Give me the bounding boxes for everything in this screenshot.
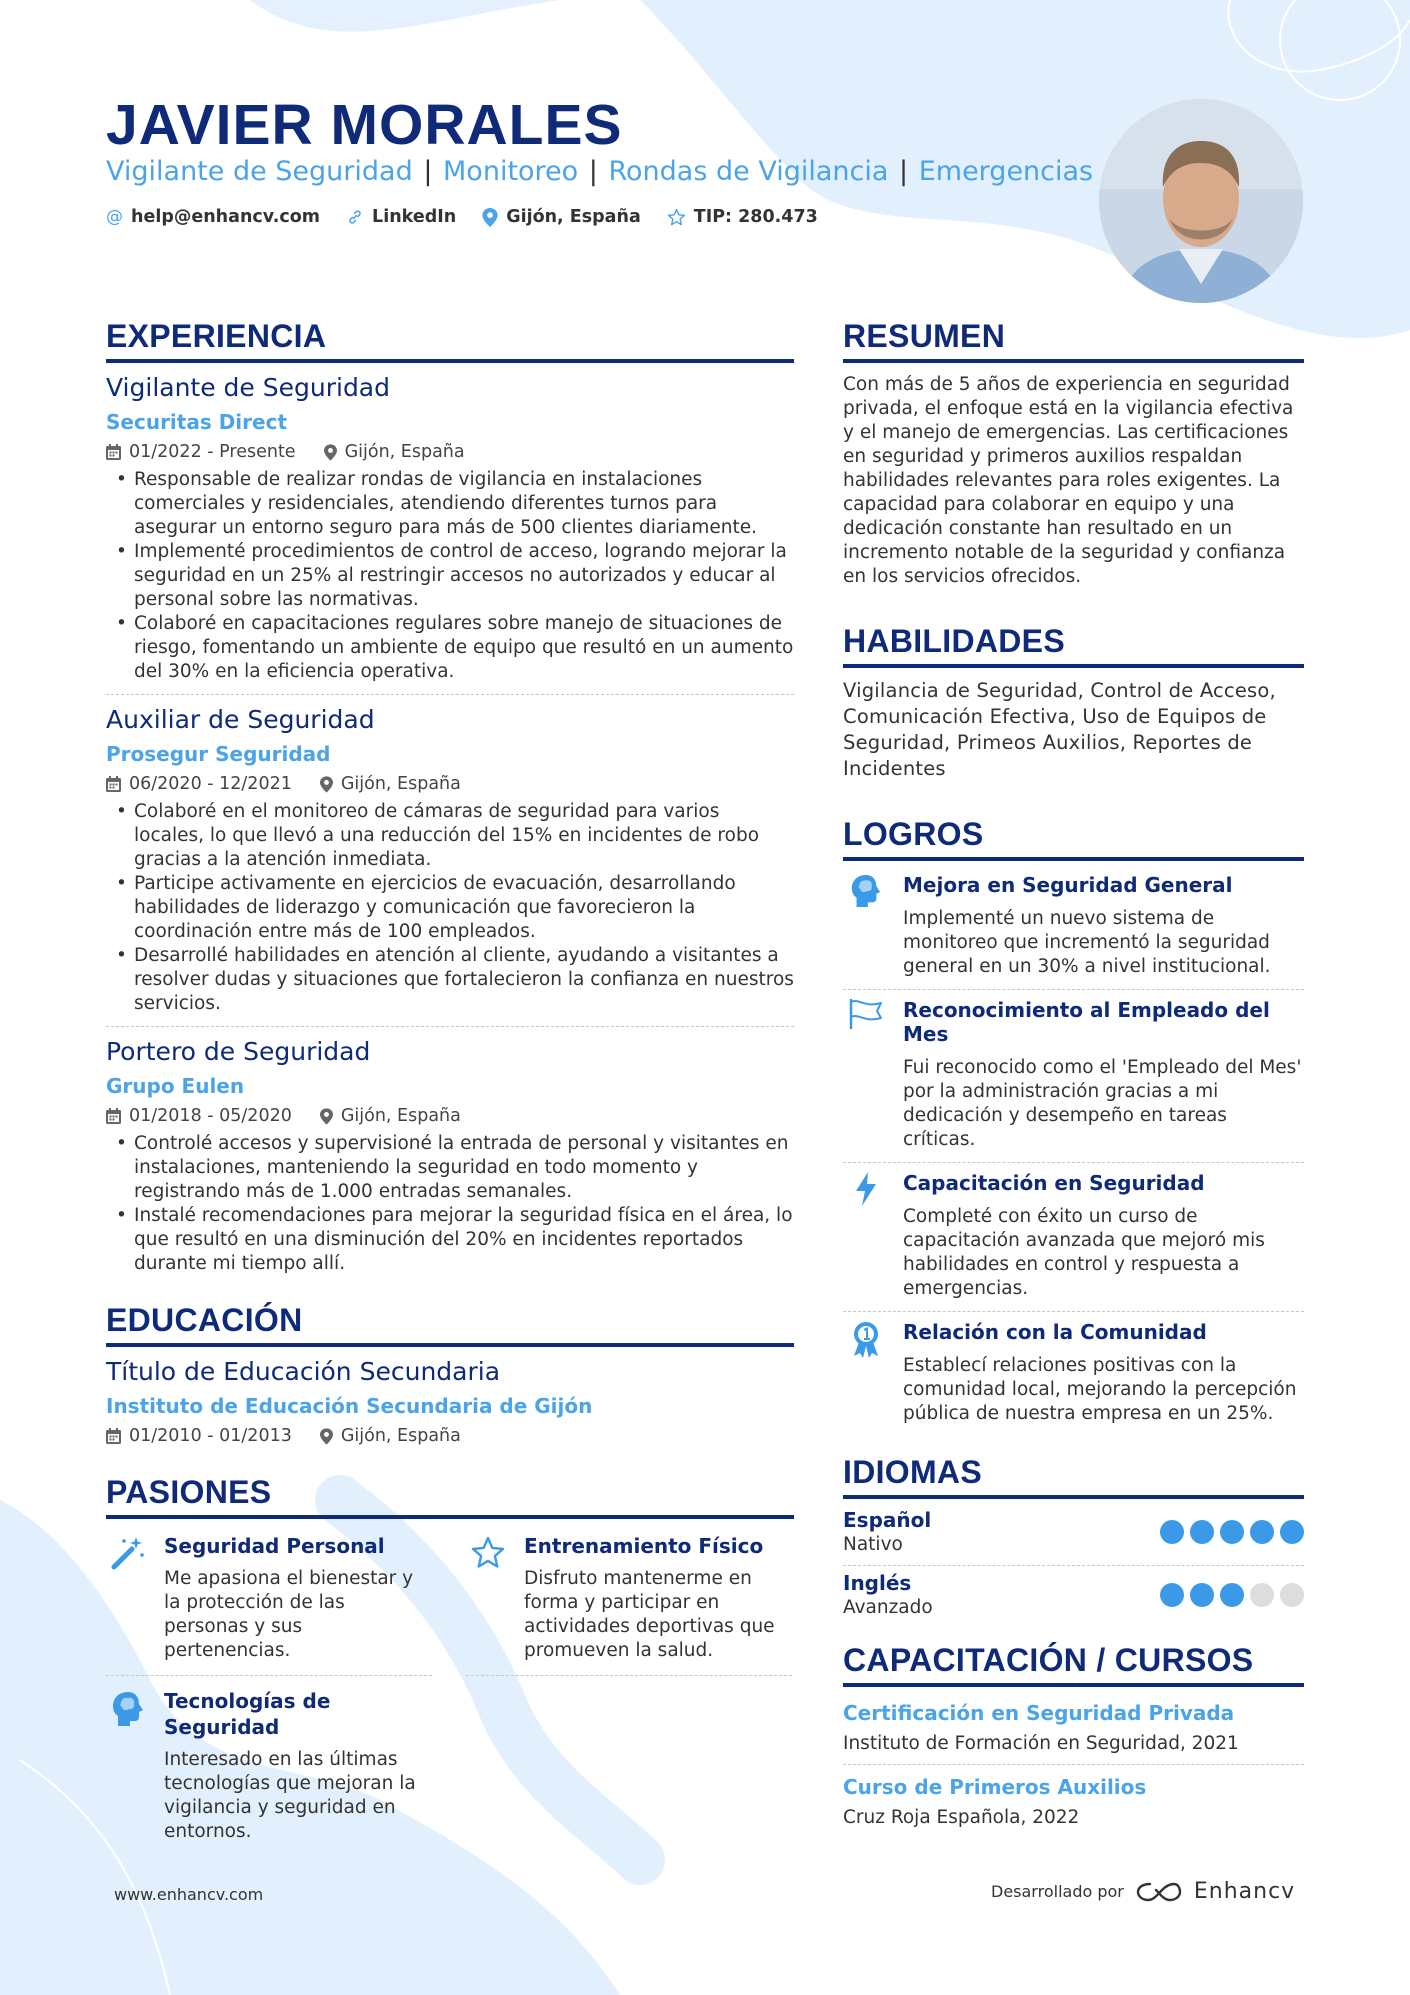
job-dates: 01/2018 - 05/2020 [129, 1106, 292, 1126]
contact-linkedin[interactable] [346, 207, 456, 227]
job-bullet: • Controlé accesos y supervisioné la entrada de personal y visitantes en instalaciones, manteniendo la seguridad en todo momento y registrando más de 1.000 entradas semanales. [106, 1132, 794, 1204]
language-item [843, 1566, 1304, 1628]
right-column [843, 318, 1304, 1844]
calendar-icon [106, 444, 121, 460]
skills-section [843, 623, 1304, 782]
passion-title: Tecnologías de Seguridad [164, 1689, 331, 1739]
magic-wand-icon [110, 1535, 146, 1571]
education-section [106, 1302, 794, 1446]
achievements-section [843, 816, 1304, 1436]
achievement-item [843, 865, 1304, 990]
profile-photo [1099, 99, 1303, 303]
achievement-desc: Completé con éxito un curso de capacitación avanzada que mejoró mis habilidades en control y respuesta a emergencias. [903, 1206, 1265, 1299]
achievements-heading: LOGROS [843, 816, 1304, 861]
skills-text: Vigilancia de Seguridad, Control de Acceso, Comunicación Efectiva, Uso de Equipos de Seguridad, Primeos Auxilios, Reportes de Incidentes [843, 679, 1276, 780]
course-item [843, 1697, 1304, 1765]
headline-part: Vigilante de Seguridad [106, 156, 413, 187]
job-title: Portero de Seguridad [106, 1037, 371, 1066]
job-company: Grupo Eulen [106, 1074, 245, 1098]
job-bullet: • Colaboré en capacitaciones regulares sobre manejo de situaciones de riesgo, fomentando un ambiente de equipo que resultó en un aumento del 30% en la eficiencia operativa. [106, 612, 794, 684]
passion-desc: Interesado en las últimas tecnologías que mejoran la vigilancia y seguridad en entornos. [164, 1749, 416, 1842]
passions-section [106, 1474, 794, 1856]
summary-section [843, 318, 1304, 589]
education-school: Instituto de Educación Secundaria de Gijón [106, 1394, 593, 1418]
rating-dot-filled [1160, 1583, 1184, 1607]
award-ribbon-icon [850, 1320, 882, 1358]
rating-dot-filled [1190, 1520, 1214, 1544]
job-location: Gijón, España [340, 774, 461, 794]
contact-tip [667, 207, 818, 227]
courses-heading: CAPACITACIÓN / CURSOS [843, 1642, 1304, 1687]
job-bullet: • Colaboré en el monitoreo de cámaras de seguridad para varios locales, lo que llevó a una reducción del 15% en incidentes de robo gracias a la atención inmediata. [106, 800, 794, 872]
job-meta [106, 442, 794, 462]
rating-dot-filled [1160, 1520, 1184, 1544]
headline-part: Emergencias [918, 156, 1094, 187]
left-column [106, 318, 794, 1856]
courses-section [843, 1642, 1304, 1838]
contact-email[interactable] [106, 207, 320, 227]
job-dates: 01/2022 - Presente [129, 442, 296, 462]
passions-grid [106, 1521, 794, 1856]
brand-name: Enhancv [1193, 1879, 1296, 1904]
summary-text: Con más de 5 años de experiencia en seguridad privada, el enfoque está en la vigilancia efectiva y el manejo de emergencias. Las certificaciones en seguridad y primeros auxilios respaldan habilidades relevantes para roles exigentes. La capacidad para colaborar en equipo y una dedicación constante han resultado en un incremento notable de la seguridad y confianza en los servicios ofrecidos. [843, 374, 1294, 587]
job-location: Gijón, España [340, 1106, 461, 1126]
job-meta [106, 774, 794, 794]
passions-heading: PASIONES [106, 1474, 794, 1519]
passion-title: Seguridad Personal [164, 1534, 385, 1558]
footer-branding [991, 1879, 1295, 1904]
rating-dot-filled [1190, 1583, 1214, 1607]
location-pin-icon [320, 1428, 333, 1445]
language-item [843, 1503, 1304, 1566]
footer-url[interactable]: www.enhancv.com [114, 1885, 264, 1904]
achievement-title: Relación con la Comunidad [903, 1320, 1207, 1344]
head-brain-icon [849, 873, 883, 909]
experience-section [106, 318, 794, 1286]
rating-dot-filled [1220, 1583, 1244, 1607]
contact-bar [106, 207, 818, 227]
education-dates: 01/2010 - 01/2013 [129, 1426, 292, 1446]
link-icon [346, 208, 364, 226]
job-bullet: • Participe activamente en ejercicios de evacuación, desarrollando habilidades de liderazgo y comunicación que favorecieron la coordinación entre más de 100 empleados. [106, 872, 794, 944]
location-pin-icon [320, 1108, 333, 1125]
skills-heading: HABILIDADES [843, 623, 1304, 668]
job-dates: 06/2020 - 12/2021 [129, 774, 292, 794]
location-pin-icon [320, 776, 333, 793]
headline-separator: | [899, 156, 909, 187]
job-location: Gijón, España [344, 442, 465, 462]
experience-entry [106, 1037, 794, 1286]
powered-by-text: Desarrollado por [991, 1882, 1124, 1901]
language-rating [1160, 1583, 1304, 1607]
star-icon [667, 208, 686, 227]
language-level: Nativo [843, 1534, 903, 1555]
passion-title: Entrenamiento Físico [524, 1534, 764, 1558]
calendar-icon [106, 1108, 121, 1124]
job-bullet: • Instalé recomendaciones para mejorar la seguridad física en el área, lo que resultó en una disminución del 20% en incidentes reportados durante mi tiempo allí. [106, 1204, 794, 1276]
passion-item [106, 1676, 432, 1856]
passion-item [466, 1521, 792, 1676]
course-institution: Instituto de Formación en Seguridad, 2021 [843, 1733, 1239, 1754]
education-degree: Título de Educación Secundaria [106, 1357, 501, 1386]
star-icon [470, 1535, 506, 1571]
achievement-title: Reconocimiento al Empleado del Mes [903, 998, 1270, 1046]
job-bullets [106, 468, 794, 684]
passion-desc: Me apasiona el bienestar y la protección de las personas y sus pertenencias. [164, 1568, 414, 1661]
email-text: help@enhancv.com [131, 207, 321, 227]
headline-separator: | [423, 156, 433, 187]
rating-dot-empty [1280, 1583, 1304, 1607]
location-text: Gijón, España [506, 207, 641, 227]
rating-dot-filled [1250, 1520, 1274, 1544]
course-title: Certificación en Seguridad Privada [843, 1701, 1235, 1725]
achievement-item [843, 1163, 1304, 1312]
language-level: Avanzado [843, 1597, 933, 1618]
experience-heading: EXPERIENCIA [106, 318, 794, 363]
job-title: Vigilante de Seguridad [106, 373, 390, 402]
language-rating [1160, 1520, 1304, 1544]
achievement-desc: Fui reconocido como el 'Empleado del Mes' por la administración gracias a mi dedicación y desempeño en tareas críticas. [903, 1057, 1302, 1150]
passion-desc: Disfruto mantenerme en forma y participar en actividades deportivas que promueven la salud. [524, 1568, 775, 1661]
job-meta [106, 1106, 794, 1126]
rating-dot-empty [1250, 1583, 1274, 1607]
headline-part: Monitoreo [443, 156, 579, 187]
experience-entry [106, 705, 794, 1027]
job-company: Prosegur Seguridad [106, 742, 331, 766]
calendar-icon [106, 1428, 121, 1444]
job-bullets [106, 800, 794, 1016]
contact-location [482, 207, 641, 227]
job-bullets [106, 1132, 794, 1276]
course-item [843, 1771, 1304, 1838]
rating-dot-filled [1220, 1520, 1244, 1544]
job-bullet: • Desarrollé habilidades en atención al cliente, ayudando a visitantes a resolver dudas y situaciones que fortalecieron la confianza en nuestros servicios. [106, 944, 794, 1016]
lightning-icon [853, 1171, 879, 1207]
experience-entry [106, 373, 794, 695]
tip-text: TIP: 280.473 [693, 207, 818, 227]
location-pin-icon [324, 444, 337, 461]
linkedin-text: LinkedIn [372, 207, 457, 227]
flag-icon [847, 998, 885, 1030]
achievement-desc: Establecí relaciones positivas con la comunidad local, mejorando la percepción pública de nuestra empresa en un 25%. [903, 1355, 1297, 1424]
at-sign-icon: @ [106, 207, 123, 227]
education-meta [106, 1426, 794, 1446]
education-location: Gijón, España [340, 1426, 461, 1446]
education-heading: EDUCACIÓN [106, 1302, 794, 1347]
location-pin-icon [482, 208, 498, 227]
enhancv-logo-icon [1136, 1880, 1182, 1904]
candidate-headline [106, 156, 1093, 187]
achievement-desc: Implementé un nuevo sistema de monitoreo que incrementó la seguridad general en un 30% a nivel institucional. [903, 908, 1271, 977]
candidate-name: JAVIER MORALES [106, 93, 623, 157]
languages-heading: IDIOMAS [843, 1454, 1304, 1499]
job-title: Auxiliar de Seguridad [106, 705, 375, 734]
calendar-icon [106, 776, 121, 792]
course-title: Curso de Primeros Auxilios [843, 1775, 1147, 1799]
languages-section [843, 1454, 1304, 1628]
language-name: Inglés [843, 1571, 912, 1595]
job-bullet: • Responsable de realizar rondas de vigilancia en instalaciones comerciales y residenciales, atendiendo diferentes turnos para asegurar un entorno seguro para más de 500 clientes diariamente. [106, 468, 794, 540]
course-institution: Cruz Roja Española, 2022 [843, 1807, 1080, 1828]
rating-dot-filled [1280, 1520, 1304, 1544]
headline-part: Rondas de Vigilancia [608, 156, 889, 187]
achievement-title: Capacitación en Seguridad [903, 1171, 1205, 1195]
summary-heading: RESUMEN [843, 318, 1304, 363]
achievement-item [843, 990, 1304, 1163]
achievement-item [843, 1312, 1304, 1436]
job-bullet: • Implementé procedimientos de control de acceso, logrando mejorar la seguridad en un 25% al restringir accesos no autorizados y educar al personal sobre las normativas. [106, 540, 794, 612]
achievement-title: Mejora en Seguridad General [903, 873, 1233, 897]
job-company: Securitas Direct [106, 410, 288, 434]
head-brain-icon [110, 1690, 146, 1728]
passion-item [106, 1521, 432, 1676]
language-name: Español [843, 1508, 932, 1532]
headline-separator: | [588, 156, 598, 187]
